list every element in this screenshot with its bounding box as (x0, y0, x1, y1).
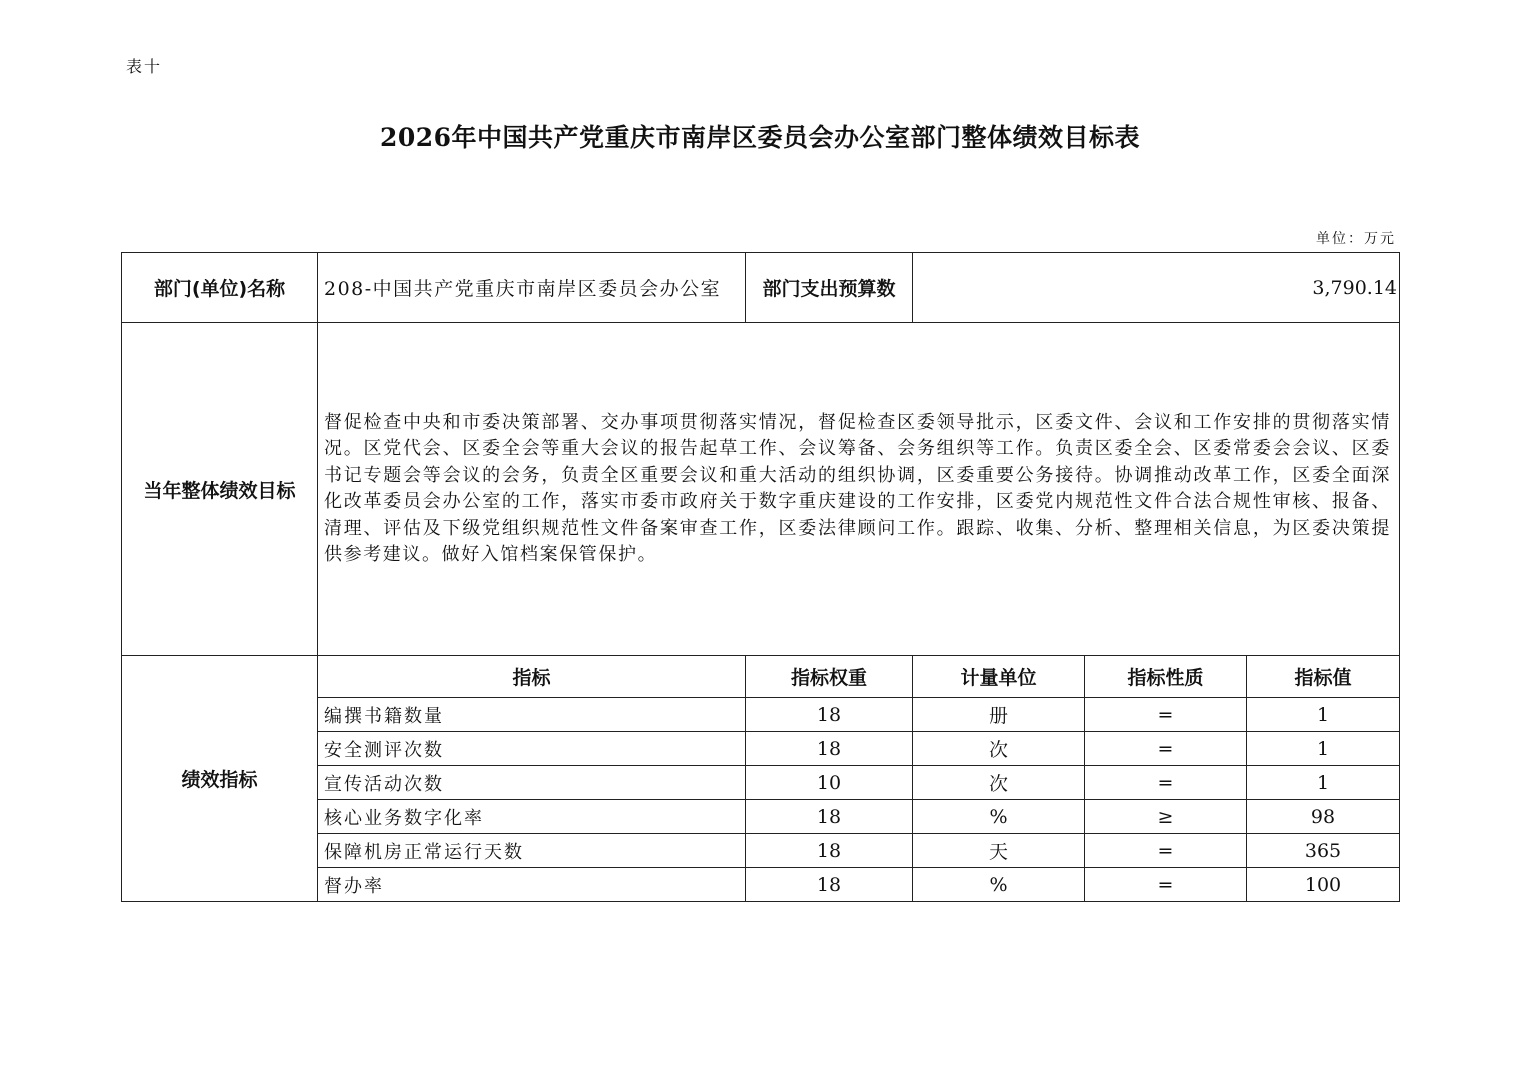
indicator-unit: 次 (913, 732, 1085, 766)
header-value: 指标值 (1247, 656, 1400, 698)
dept-name-label: 部门(单位)名称 (122, 253, 318, 323)
indicator-name: 核心业务数字化率 (318, 800, 746, 834)
indicator-unit: % (913, 868, 1085, 902)
indicator-nature: = (1085, 766, 1247, 800)
indicator-name: 宣传活动次数 (318, 766, 746, 800)
indicator-weight: 18 (746, 868, 913, 902)
indicator-unit: 次 (913, 766, 1085, 800)
header-unit: 计量单位 (913, 656, 1085, 698)
indicator-value: 365 (1247, 834, 1400, 868)
indicator-unit: 天 (913, 834, 1085, 868)
header-weight: 指标权重 (746, 656, 913, 698)
budget-label: 部门支出预算数 (746, 253, 913, 323)
indicator-nature: ≥ (1085, 800, 1247, 834)
indicators-label: 绩效指标 (122, 656, 318, 902)
indicator-nature: = (1085, 868, 1247, 902)
indicator-weight: 18 (746, 834, 913, 868)
indicator-weight: 18 (746, 732, 913, 766)
indicator-value: 1 (1247, 766, 1400, 800)
indicator-value: 1 (1247, 698, 1400, 732)
goal-row (122, 323, 1400, 656)
indicator-value: 100 (1247, 868, 1400, 902)
performance-table (121, 252, 1400, 902)
unit-note: 单位：万元 (1316, 231, 1396, 247)
indicator-name: 安全测评次数 (318, 732, 746, 766)
indicator-unit: 册 (913, 698, 1085, 732)
header-nature: 指标性质 (1085, 656, 1247, 698)
indicator-nature: = (1085, 732, 1247, 766)
indicator-weight: 18 (746, 698, 913, 732)
indicator-header-row (122, 656, 1400, 698)
table-number-label: 表十 (126, 57, 163, 76)
page-title: 2026年中国共产党重庆市南岸区委员会办公室部门整体绩效目标表 (379, 123, 1141, 152)
indicator-value: 98 (1247, 800, 1400, 834)
indicator-weight: 18 (746, 800, 913, 834)
goal-label: 当年整体绩效目标 (122, 323, 318, 656)
indicator-name: 保障机房正常运行天数 (318, 834, 746, 868)
indicator-name: 编撰书籍数量 (318, 698, 746, 732)
goal-text: 督促检查中央和市委决策部署、交办事项贯彻落实情况，督促检查区委领导批示，区委文件、会议和工作安排的贯彻落实情况。区党代会、区委全会等重大会议的报告起草工作、会议筹备、会务组织等工作。负责区委全会、区委常委会会议、区委书记专题会等会议的会务，负责全区重要会议和重大活动的组织协调，区委重要公务接待。协调推动改革工作，区委全面深化改革委员会办公室的工作，落实市委市政府关于数字重庆建设的工作安排，区委党内规范性文件合法合规性审核、报备、清理、评估及下级党组织规范性文件备案审查工作，区委法律顾问工作。跟踪、收集、分析、整理相关信息，为区委决策提供参考建议。做好入馆档案保管保护。 (318, 323, 1400, 656)
header-indicator: 指标 (318, 656, 746, 698)
indicator-nature: = (1085, 834, 1247, 868)
indicator-unit: % (913, 800, 1085, 834)
indicator-weight: 10 (746, 766, 913, 800)
dept-name-value: 208-中国共产党重庆市南岸区委员会办公室 (318, 253, 746, 323)
budget-value: 3,790.14 (913, 253, 1400, 323)
indicator-value: 1 (1247, 732, 1400, 766)
dept-row (122, 253, 1400, 323)
indicator-nature: = (1085, 698, 1247, 732)
indicator-name: 督办率 (318, 868, 746, 902)
